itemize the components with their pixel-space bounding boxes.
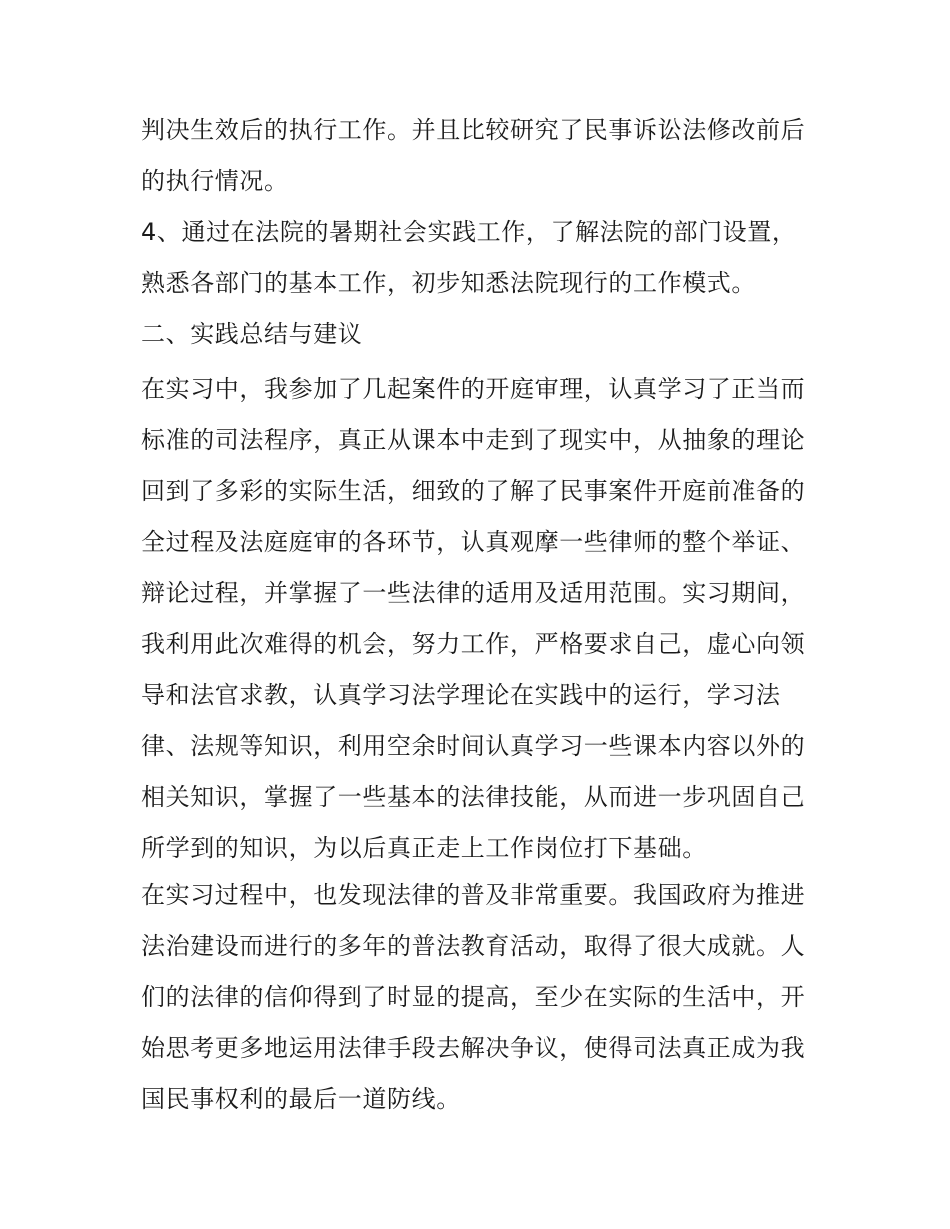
paragraph-2-line: 们的法律的信仰得到了时显的提高，至少在实际的生活中，开 bbox=[141, 983, 806, 1011]
list-item-4-line: 熟悉各部门的基本工作，初步知悉法院现行的工作模式。 bbox=[141, 269, 756, 297]
text-line: 的执行情况。 bbox=[141, 167, 289, 195]
list-item-4-line: 4、通过在法院的暑期社会实践工作，了解法院的部门设置， bbox=[141, 218, 797, 246]
paragraph-1-line: 所学到的知识，为以后真正走上工作岗位打下基础。 bbox=[141, 834, 707, 862]
section-heading: 二、实践总结与建议 bbox=[141, 320, 363, 348]
paragraph-2-line: 始思考更多地运用法律手段去解决争议，使得司法真正成为我 bbox=[141, 1034, 806, 1062]
paragraph-1-line: 在实习中，我参加了几起案件的开庭审理，认真学习了正当而 bbox=[141, 375, 806, 403]
paragraph-1-line: 标准的司法程序，真正从课本中走到了现实中，从抽象的理论 bbox=[141, 426, 806, 454]
paragraph-1-line: 相关知识，掌握了一些基本的法律技能，从而进一步巩固自己 bbox=[141, 783, 806, 811]
paragraph-2-line: 在实习过程中，也发现法律的普及非常重要。我国政府为推进 bbox=[141, 881, 806, 909]
paragraph-1-line: 导和法官求教，认真学习法学理论在实践中的运行，学习法 bbox=[141, 681, 781, 709]
text-line: 判决生效后的执行工作。并且比较研究了民事诉讼法修改前后 bbox=[141, 116, 806, 144]
paragraph-1-line: 律、法规等知识，利用空余时间认真学习一些课本内容以外的 bbox=[141, 732, 806, 760]
paragraph-1-line: 我利用此次难得的机会，努力工作，严格要求自己，虚心向领 bbox=[141, 630, 806, 658]
paragraph-2-line: 法治建设而进行的多年的普法教育活动，取得了很大成就。人 bbox=[141, 932, 806, 960]
paragraph-1-line: 辩论过程，并掌握了一些法律的适用及适用范围。实习期间， bbox=[141, 579, 806, 607]
paragraph-2-line: 国民事权利的最后一道防线。 bbox=[141, 1085, 461, 1113]
paragraph-1-line: 全过程及法庭庭审的各环节，认真观摩一些律师的整个举证、 bbox=[141, 528, 806, 556]
paragraph-1-line: 回到了多彩的实际生活，细致的了解了民事案件开庭前准备的 bbox=[141, 477, 806, 505]
